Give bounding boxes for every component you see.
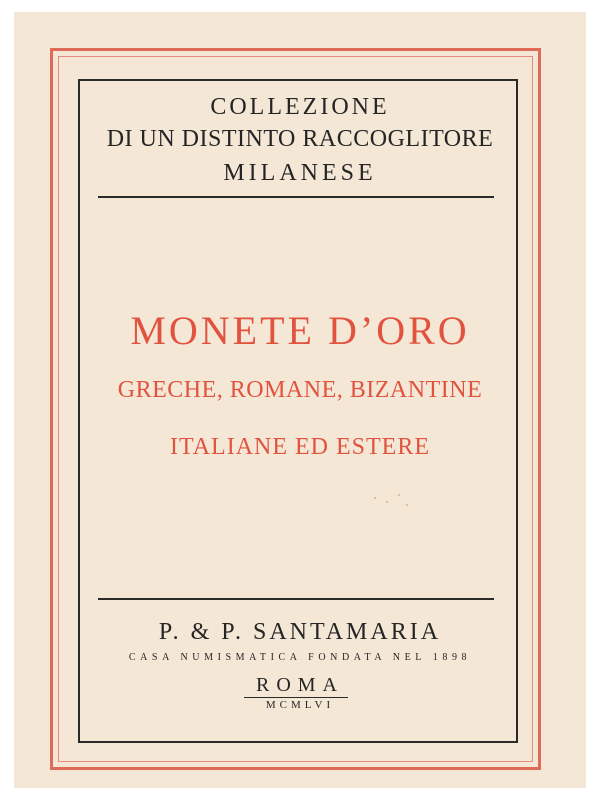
paper-speck <box>406 504 408 506</box>
paper-speck <box>398 494 400 496</box>
top-rule <box>98 196 494 198</box>
subtitle-line-1: GRECHE, ROMANE, BIZANTINE <box>117 377 483 403</box>
bottom-rule <box>98 598 494 600</box>
subtitle-line-2: ITALIANE ED ESTERE <box>169 434 431 460</box>
publisher-tagline: CASA NUMISMATICA FONDATA NEL 1898 <box>128 652 472 663</box>
publisher-name: P. & P. SANTAMARIA <box>158 619 442 645</box>
paper-speck <box>386 501 388 503</box>
collection-line-3: MILANESE <box>223 160 377 186</box>
catalog-cover <box>14 12 586 788</box>
paper-speck <box>374 497 376 499</box>
collection-line-1: COLLEZIONE <box>210 94 390 120</box>
city-underline <box>244 697 348 698</box>
publication-year: MCMLVI <box>265 699 335 711</box>
city-name: ROMA <box>255 674 344 696</box>
main-title: MONETE D’ORO <box>130 308 470 353</box>
collection-line-2: DI UN DISTINTO RACCOGLITORE <box>106 126 494 152</box>
